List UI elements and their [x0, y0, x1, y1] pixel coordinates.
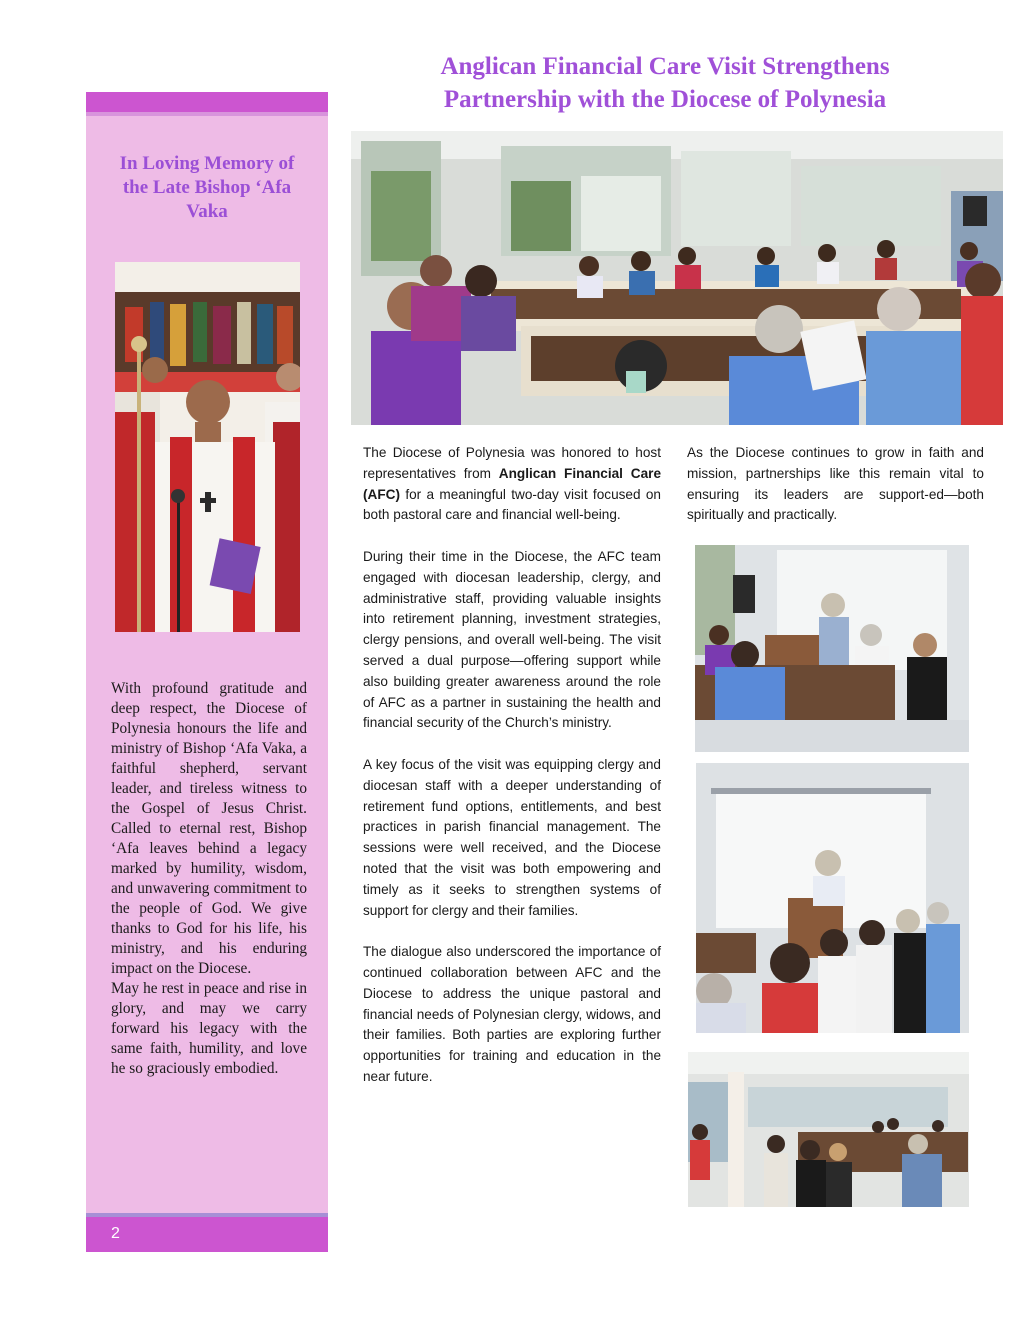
blessing-paragraph: May he rest in peace and rise in glory, and may we carry forward his legacy with the same faith, humility, and love he so graciously embodied.	[111, 980, 307, 1077]
paragraph-dialogue: The dialogue also underscored the importance of continued collaboration between AFC and the Diocese to address the unique pastoral and financial needs of Polynesian clergy, widows, and their families. Both parties are exploring further opportunities for training and education in the near future.	[363, 944, 661, 1084]
afc-bold-name: Anglican Financial Care (AFC)	[363, 465, 662, 502]
group-gathering-photo	[688, 1052, 969, 1207]
memorial-sidebar	[86, 92, 328, 1252]
bishop-portrait-photo	[115, 262, 300, 632]
article-column-1	[363, 443, 661, 1109]
paragraph-focus: A key focus of the visit was equipping clergy and diocesan staff with a deeper understanding of retirement fund options, entitlements, and best practices in parish financial management. The sessions were well received, and the Diocese noted that the visit was both empowering and timely as it seeks to strengthen systems of support for clergy and their families.	[363, 756, 661, 918]
title-line-2: Partnership with the Diocese of Polynesia	[443, 86, 887, 113]
paragraph-closing: As the Diocese continues to grow in faith and mission, partnerships like this remain vital to ensuring its leaders are support-ed—both spiritually and practically.	[687, 445, 984, 523]
title-line-1: Anglican Financial Care Visit Strengthens	[440, 53, 890, 80]
article-column-2	[687, 443, 984, 547]
intro-text-end: for a meaningful two-day visit focused on both pastoral care and financial well-being.	[363, 486, 661, 523]
article-title	[350, 50, 980, 116]
intro-text-start: The Diocese of Polynesia was honored to host representatives from	[363, 445, 661, 481]
meeting-room-photo	[351, 131, 1003, 425]
sidebar-top-bar	[86, 92, 328, 112]
memorial-tribute	[111, 679, 307, 1079]
paragraph-engagement: During their time in the Diocese, the AFC team engaged with diocesan leadership, clergy, and administrative staff, providing valuable insights into retirement planning, investment strategies, clergy pensions, and overall well-being. The visit served a dual purpose—offering support while also building greater awareness around the role of AFC as a partner in sustaining the health and financial security of the Church’s ministry.	[363, 548, 661, 731]
tribute-paragraph: With profound gratitude and deep respect, the Diocese of Polynesia honours the life and ministry of Bishop ‘Afa Vaka, a faithful shepherd, servant leader, and tireless witness to the Gospel of Jesus Christ. Called to eternal rest, Bishop ‘Afa leaves behind a legacy marked by humility, wisdom, and unwavering commitment to the people of God. We give thanks to God for his life, his ministry, and his enduring impact on the Diocese.	[111, 680, 307, 977]
page-footer-bar	[86, 1217, 328, 1252]
paragraph-intro	[363, 443, 661, 526]
presentation-audience-photo	[696, 763, 969, 1033]
speaker-podium-photo	[695, 545, 969, 752]
page-number: 2	[111, 1225, 120, 1242]
memorial-heading: In Loving Memory of the Late Bishop ‘Afa Vaka	[119, 153, 295, 222]
